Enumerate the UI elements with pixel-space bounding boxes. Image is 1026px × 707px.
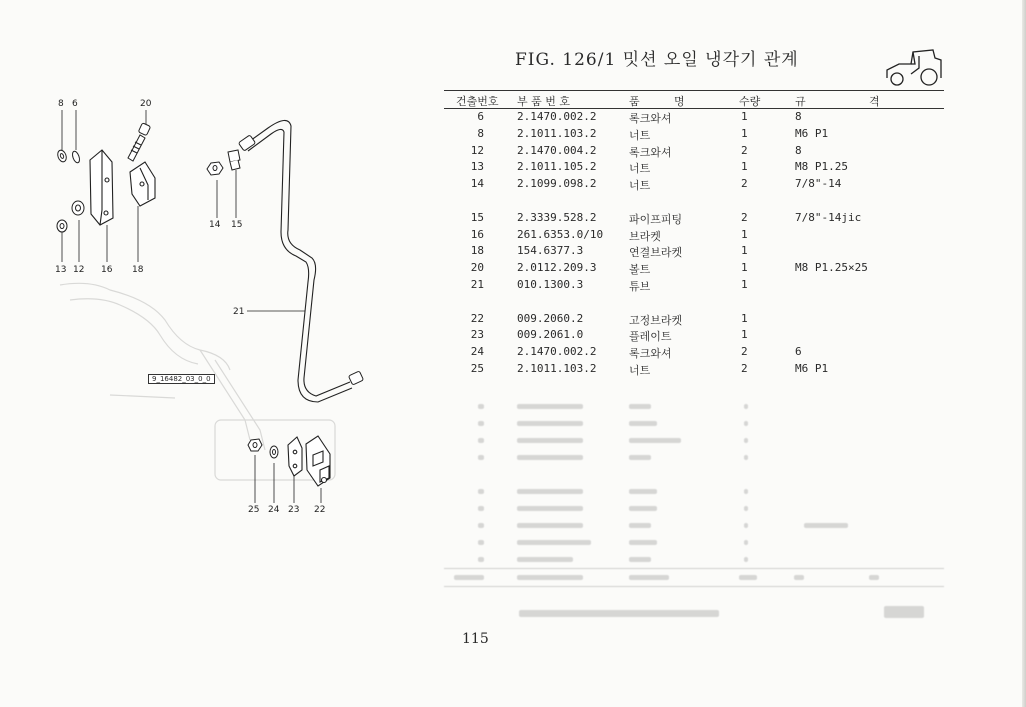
table-row [444,361,944,378]
table-row [444,176,944,193]
callout-22: 22 [314,505,326,515]
quantity-cell: 1 [741,277,748,291]
bracket-22-shape [306,436,330,486]
specification-cell: 6 [795,345,802,359]
part-number-cell: 2.1011.105.2 [517,160,597,174]
item-number-cell: 13 [470,160,484,174]
part-name-cell: 너트 [629,363,651,377]
quantity-cell: 1 [741,110,748,123]
part-number-cell: 2.1099.098.2 [517,177,597,191]
figure-reference-code: 9_16482_03_0_0 [148,374,215,384]
table-row [444,260,944,277]
callout-23: 23 [288,505,300,515]
specification-cell: 7/8"-14jic [795,210,862,224]
specification-cell: M6 P1 [795,126,829,140]
callout-6: 6 [72,99,78,109]
table-row [444,143,944,160]
table-row [444,327,944,344]
part-number-cell: 154.6377.3 [517,244,584,258]
part-number-cell: 2.1011.103.2 [517,126,597,140]
item-number-cell: 22 [470,311,484,325]
washer-6-shape [71,150,81,163]
quantity-cell: 1 [741,160,748,174]
item-number-cell: 24 [470,345,484,359]
nut-8-shape [56,149,68,163]
callout-14: 14 [209,220,221,230]
group-spacer [444,193,944,210]
bolt-20-shape [128,123,151,161]
table-header [444,90,944,109]
part-name-cell: 브라켓 [629,229,661,243]
item-number-cell: 23 [470,328,484,342]
parts-diagram [0,0,440,560]
parts-table [444,90,944,378]
part-name-cell: 너트 [629,128,651,142]
table-body [444,109,944,378]
table-row [444,277,944,294]
bracket-18-shape [130,162,155,206]
callout-12: 12 [73,265,85,275]
part-number-cell: 2.1011.103.2 [517,361,597,375]
part-number-cell: 2.0112.209.3 [517,261,597,275]
quantity-cell: 2 [741,345,748,359]
specification-cell: M8 P1.25×25 [795,261,868,275]
page-title: FIG. 126/1 밋션 오일 냉각기 관계 [515,50,799,70]
callout-16: 16 [101,265,113,275]
part-number-cell: 2.1470.004.2 [517,143,597,157]
header-part-number: 부 품 번 호 [517,95,570,108]
callout-13: 13 [55,265,67,275]
table-row [444,126,944,143]
header-name-2: 명 [674,95,685,108]
item-number-cell: 8 [477,126,484,140]
quantity-cell: 1 [741,244,748,258]
specification-cell: 8 [795,110,802,123]
table-row [444,243,944,260]
quantity-cell: 2 [741,177,748,191]
tractor-icon [883,44,945,88]
part-number-cell: 2.3339.528.2 [517,210,597,224]
part-name-cell: 연결브라켓 [629,246,683,260]
callout-20: 20 [140,99,152,109]
callout-21: 21 [233,307,245,317]
part-name-cell: 고정브라켓 [629,313,683,327]
tube-21-shape [243,120,352,402]
header-spec-1: 규 [795,95,806,108]
item-number-cell: 21 [470,277,484,291]
part-name-cell: 튜브 [629,279,651,293]
item-number-cell: 12 [470,143,484,157]
table-row [444,109,944,126]
specification-cell: 8 [795,143,802,157]
quantity-cell: 2 [741,210,748,224]
page-edge [1022,0,1026,707]
part-number-cell: 009.2060.2 [517,311,584,325]
part-name-cell: 록크와셔 [629,347,672,361]
item-number-cell: 16 [470,227,484,241]
header-spec-2: 격 [869,95,880,108]
callout-8: 8 [58,99,64,109]
reverse-page-bleed [444,398,944,628]
bracket-16-shape [90,150,113,225]
part-name-cell: 록크와셔 [629,112,672,125]
part-name-cell: 너트 [629,162,651,176]
specification-cell: 7/8"-14 [795,177,842,191]
quantity-cell: 2 [741,143,748,157]
item-number-cell: 18 [470,244,484,258]
header-quantity: 수량 [739,95,761,108]
item-number-cell: 14 [470,177,484,191]
page-number: 115 [462,631,489,647]
callout-18: 18 [132,265,144,275]
part-number-cell: 2.1470.002.2 [517,345,597,359]
callout-25: 25 [248,505,260,515]
quantity-cell: 1 [741,328,748,342]
table-row [444,159,944,176]
part-name-cell: 플레이트 [629,330,672,344]
header-item-number: 건출번호 [456,95,499,108]
table-row [444,227,944,244]
quantity-cell: 2 [741,361,748,375]
item-number-cell: 25 [470,361,484,375]
specification-cell: M6 P1 [795,361,829,375]
table-row [444,210,944,227]
part-number-cell: 010.1300.3 [517,277,584,291]
part-name-cell: 너트 [629,179,651,193]
part-number-cell: 009.2061.0 [517,328,584,342]
callout-15: 15 [231,220,243,230]
item-number-cell: 20 [470,261,484,275]
quantity-cell: 1 [741,261,748,275]
quantity-cell: 1 [741,311,748,325]
part-number-cell: 2.1470.002.2 [517,110,597,123]
quantity-cell: 1 [741,126,748,140]
group-spacer [444,294,944,311]
item-number-cell: 6 [477,110,484,123]
callout-24: 24 [268,505,280,515]
part-name-cell: 파이프피팅 [629,212,683,226]
table-row [444,311,944,328]
table-row [444,344,944,361]
plate-23-shape [288,437,302,476]
part-name-cell: 볼트 [629,263,651,277]
quantity-cell: 1 [741,227,748,241]
part-number-cell: 261.6353.0/10 [517,227,604,241]
header-name-1: 품 [629,95,640,108]
specification-cell: M8 P1.25 [795,160,848,174]
item-number-cell: 15 [470,210,484,224]
part-name-cell: 록크와셔 [629,145,672,159]
